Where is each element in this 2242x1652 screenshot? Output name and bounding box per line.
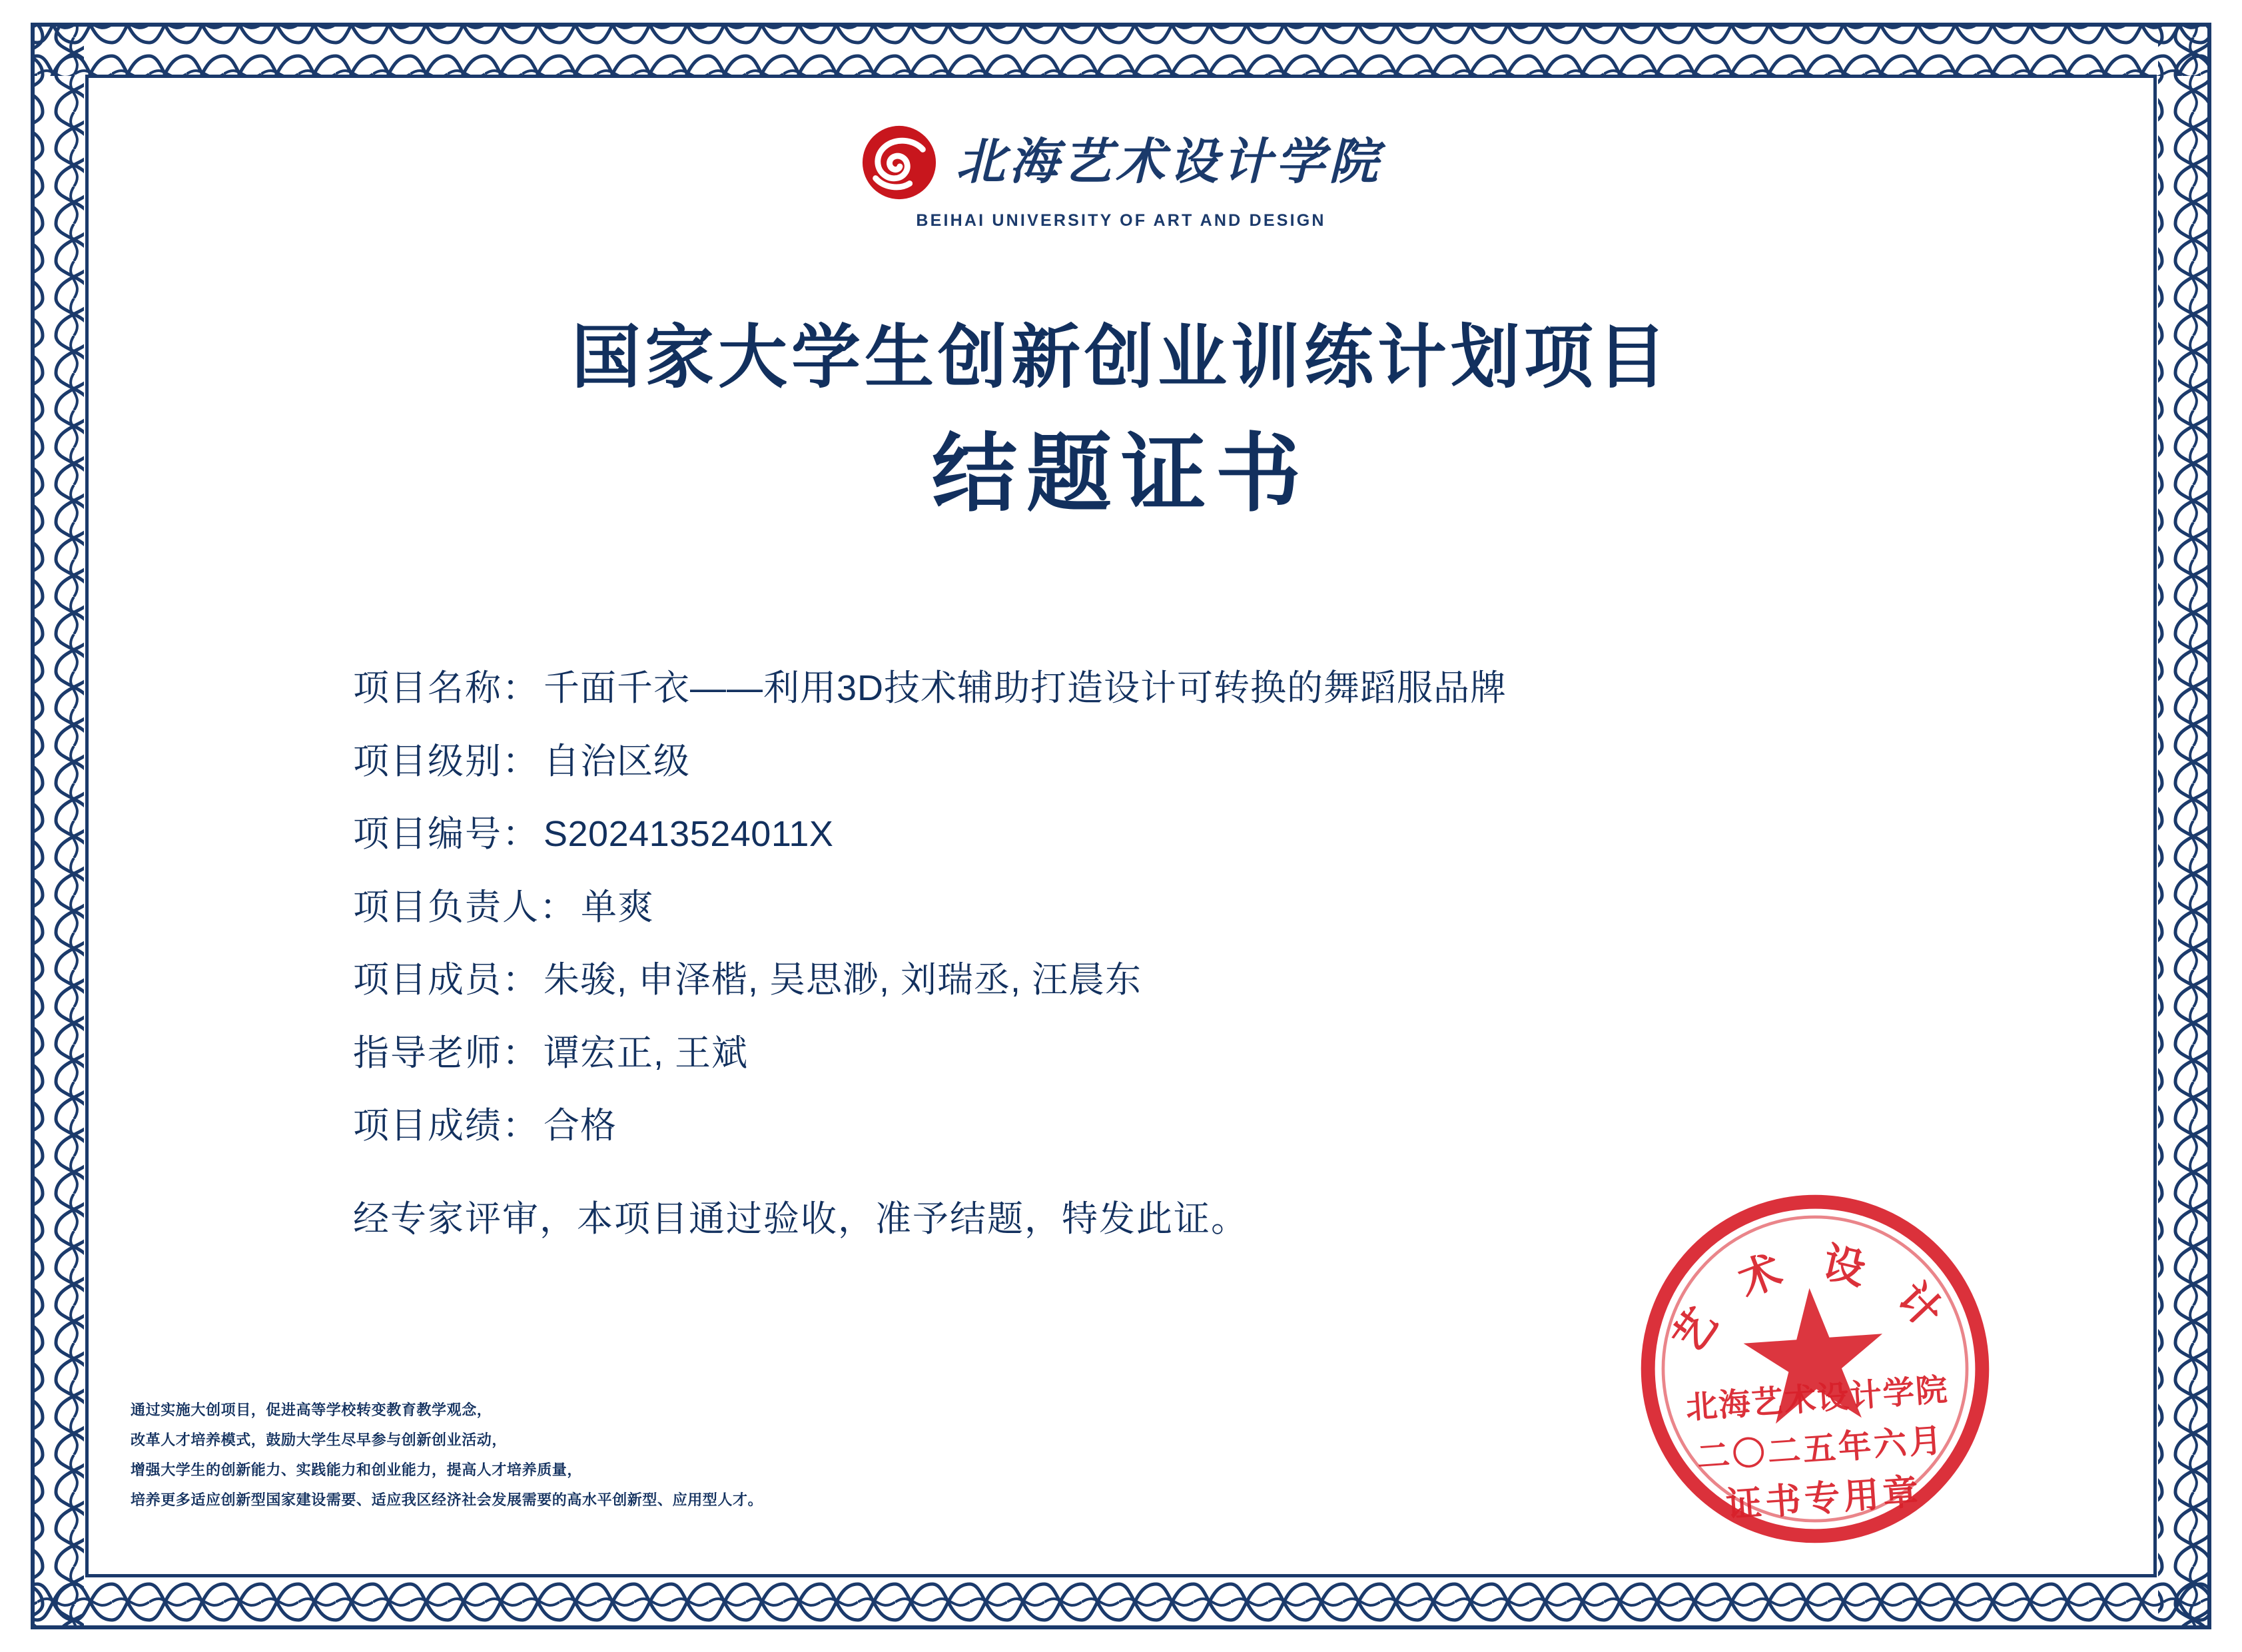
field-label: 项目成绩： [353, 1106, 540, 1146]
field-value: 合格 [544, 1106, 617, 1146]
field-value: 千面千衣——利用3D技术辅助打造设计可转换的舞蹈服品牌 [544, 668, 1507, 708]
official-seal [1599, 1165, 2031, 1572]
seal-date-text: 二〇二五年六月 [1695, 1422, 1946, 1476]
seal-purpose-text: 证书专用章 [1724, 1472, 1924, 1525]
footnote-block [131, 1395, 1130, 1515]
footnote-line-1: 通过实施大创项目，促进高等学校转变教育教学观念， [131, 1401, 492, 1418]
spiral-wave-logo-icon [860, 123, 938, 202]
certificate-fields [353, 666, 2042, 1242]
field-advisors [353, 1031, 2042, 1076]
certificate-title-line2: 结题证书 [931, 427, 1310, 522]
field-project-name [353, 666, 2042, 711]
field-project-grade [353, 1104, 2042, 1149]
field-value: 自治区级 [544, 741, 690, 781]
footnote-line-3: 增强大学生的创新能力、实践能力和创业能力，提高人才培养质量， [131, 1461, 583, 1478]
field-value: 单爽 [581, 887, 654, 927]
footnote-line-2: 改革人才培养模式，鼓励大学生尽早参与创新创业活动， [131, 1431, 508, 1448]
field-label: 项目编号： [353, 814, 540, 854]
field-project-members [353, 958, 2042, 1003]
field-project-leader [353, 885, 2042, 931]
institution-header [0, 123, 2242, 230]
field-label: 项目成员： [353, 960, 540, 1000]
seal-arc-text: 艺 术 设 计 [1664, 1238, 1960, 1362]
logo-row [860, 123, 1382, 202]
footnote-line-4: 培养更多适应创新型国家建设需要、适应我区经济社会发展需要的高水平创新型、应用型人才。 [131, 1491, 763, 1508]
field-label: 指导老师： [353, 1032, 540, 1073]
field-label: 项目名称： [353, 668, 540, 708]
field-value: 谭宏正, 王斌 [544, 1032, 749, 1073]
field-value: 朱骏, 申泽楷, 吴思渺, 刘瑞丞, 汪晨东 [544, 960, 1142, 1000]
seal-org-text: 北海艺术设计学院 [1684, 1372, 1950, 1426]
field-value: S202413524011X [544, 814, 834, 854]
field-label: 项目负责人： [353, 887, 577, 927]
approval-statement: 经专家评审，本项目通过验收，准予结题，特发此证。 [353, 1198, 1248, 1239]
field-project-number [353, 812, 2042, 857]
institution-name-cn: 北海艺术设计学院 [956, 135, 1382, 190]
institution-name-en: BEIHAI UNIVERSITY OF ART AND DESIGN [916, 211, 1326, 230]
field-label: 项目级别： [353, 741, 540, 781]
field-project-level [353, 739, 2042, 785]
certificate-title-line1: 国家大学生创新创业训练计划项目 [571, 320, 1671, 396]
